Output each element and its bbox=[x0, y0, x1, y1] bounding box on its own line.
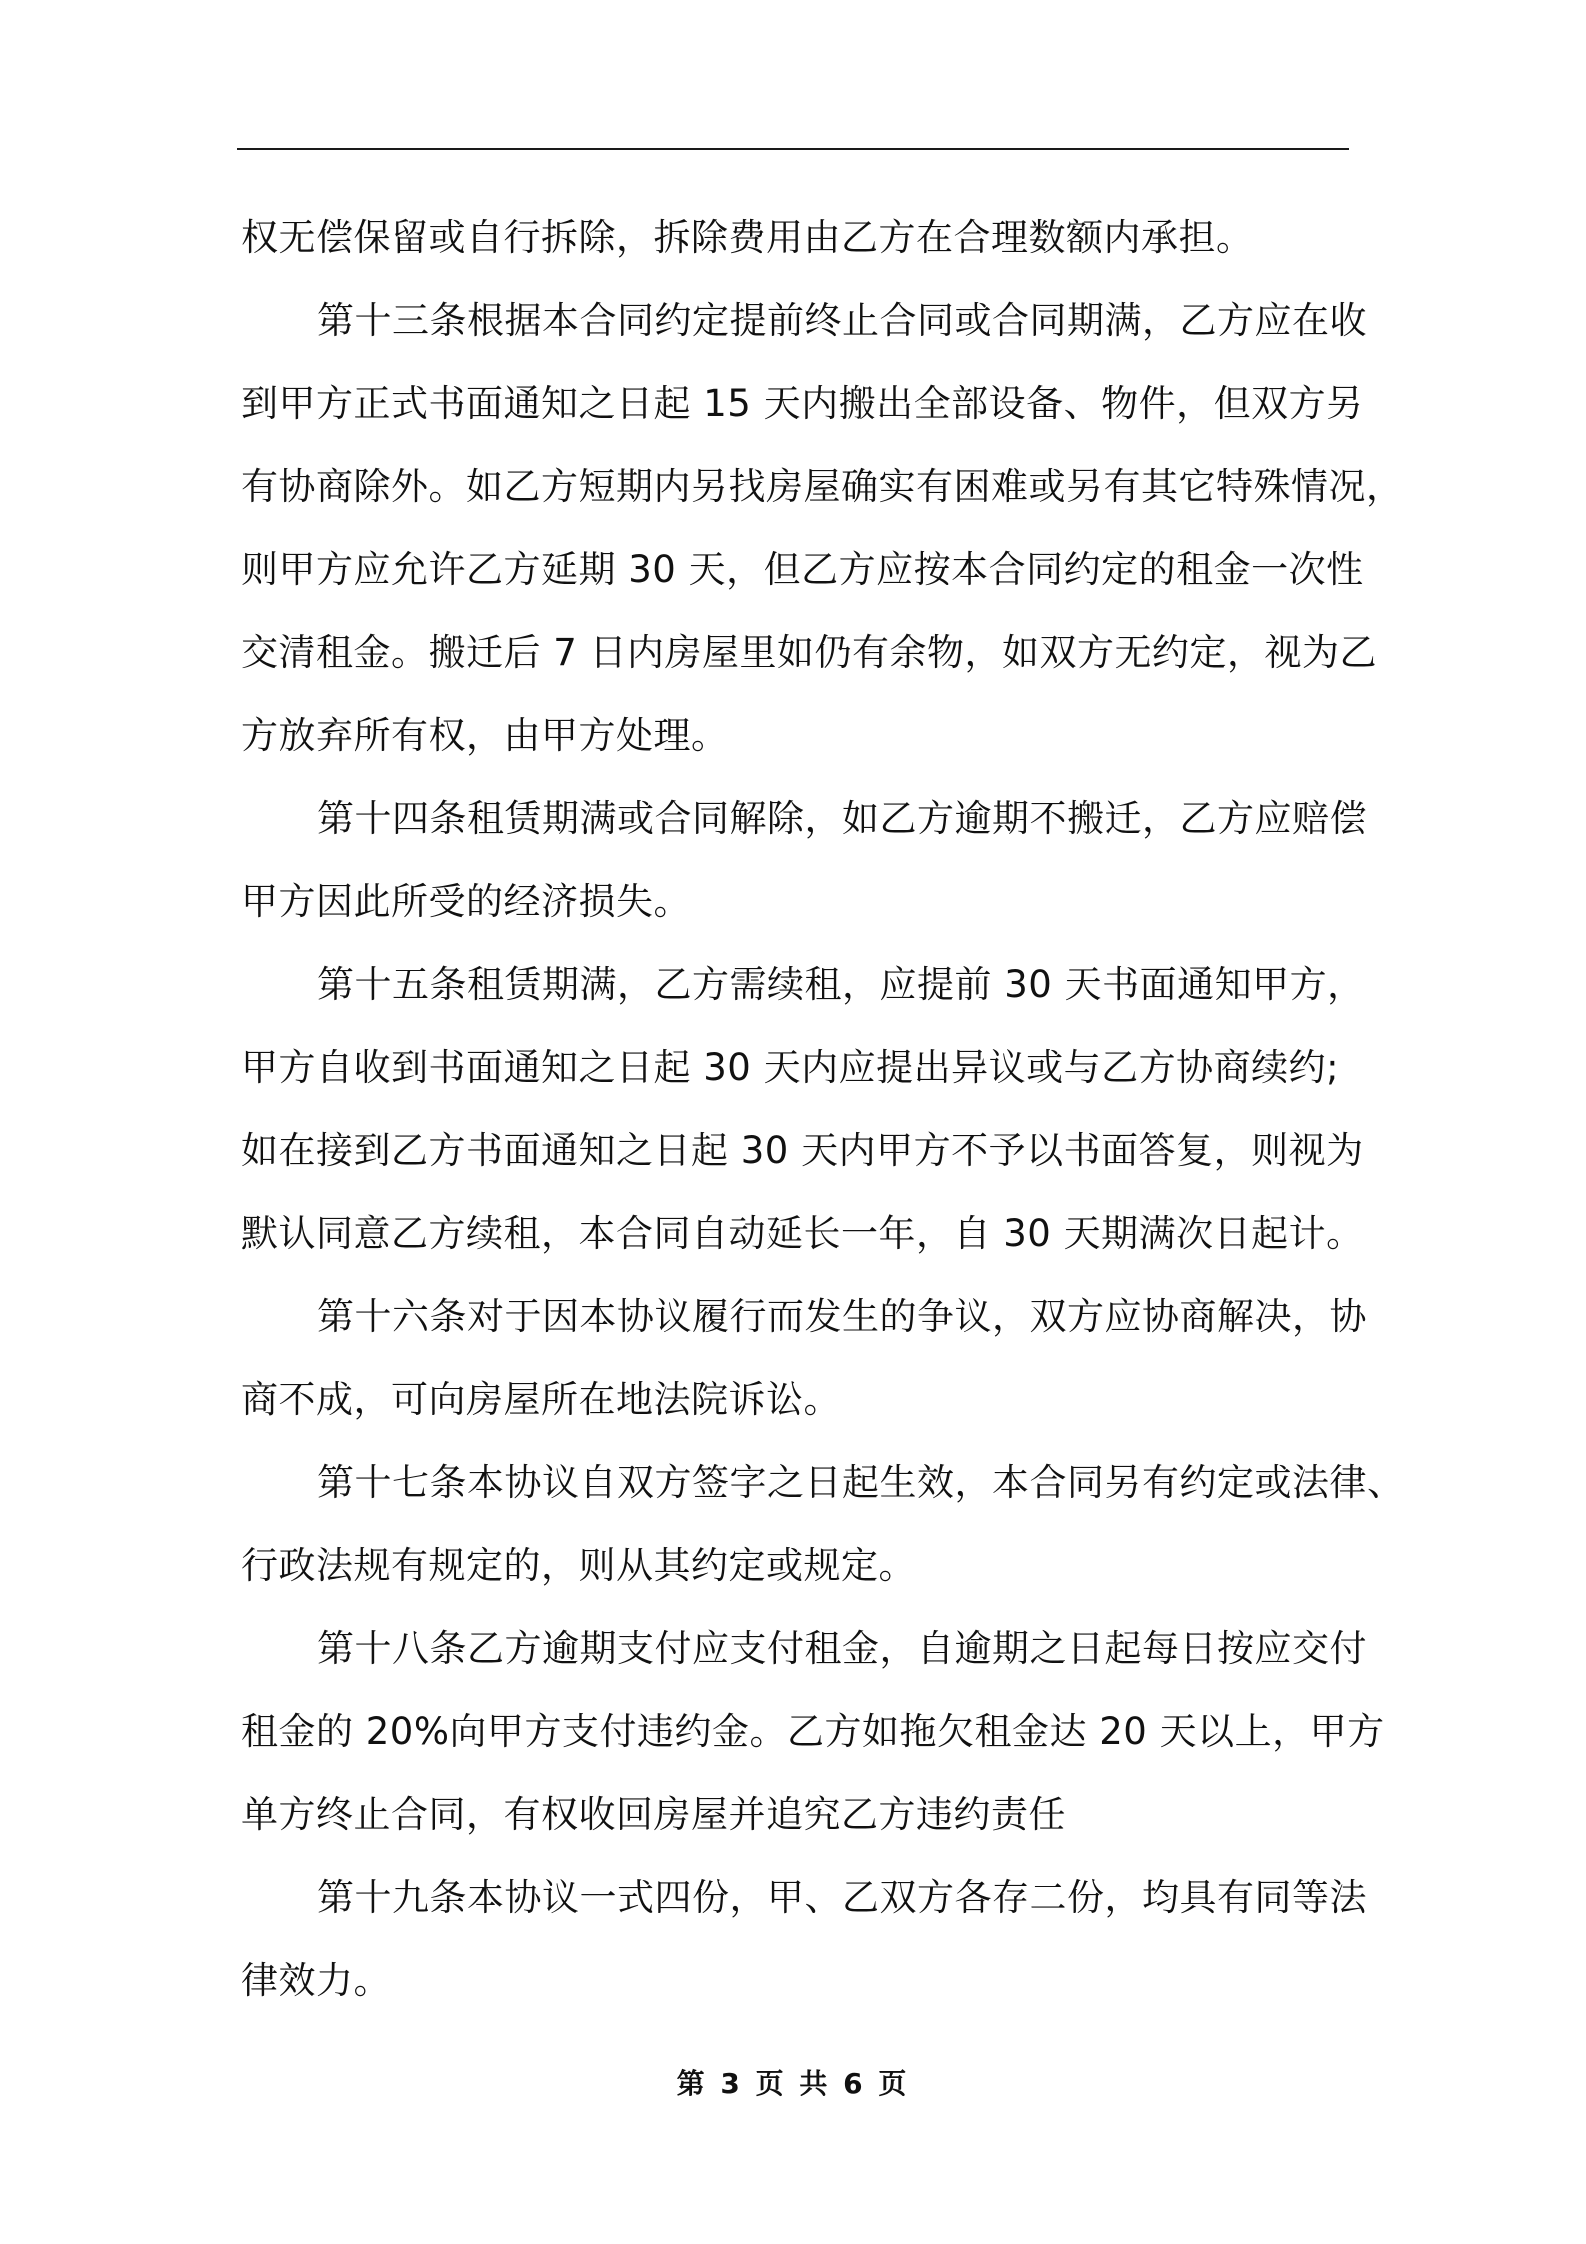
text-line: 有协商除外。如乙方短期内另找房屋确实有困难或另有其它特殊情况， bbox=[241, 465, 1404, 508]
page-number: 第 3 页 共 6 页 bbox=[676, 2067, 910, 2100]
text-line: 律效力。 bbox=[241, 1959, 391, 2002]
text-line-article-19: 第十九条本协议一式四份，甲、乙双方各存二份，均具有同等法 bbox=[317, 1876, 1367, 1919]
text-line: 则甲方应允许乙方延期 30 天，但乙方应按本合同约定的租金一次性 bbox=[241, 548, 1364, 591]
header-rule bbox=[237, 148, 1349, 150]
text-line: 交清租金。搬迁后 7 日内房屋里如仍有余物，如双方无约定，视为乙 bbox=[241, 631, 1378, 674]
text-line-article-15: 第十五条租赁期满，乙方需续租，应提前 30 天书面通知甲方， bbox=[317, 963, 1365, 1006]
text-line-article-17: 第十七条本协议自双方签字之日起生效，本合同另有约定或法律、 bbox=[317, 1461, 1405, 1504]
text-line-article-16: 第十六条对于因本协议履行而发生的争议，双方应协商解决，协 bbox=[317, 1295, 1367, 1338]
text-line: 默认同意乙方续租，本合同自动延长一年，自 30 天期满次日起计。 bbox=[241, 1212, 1364, 1255]
text-line-article-18: 第十八条乙方逾期支付应支付租金，自逾期之日起每日按应交付 bbox=[317, 1627, 1367, 1670]
text-line: 到甲方正式书面通知之日起 15 天内搬出全部设备、物件，但双方另 bbox=[241, 382, 1364, 425]
text-line: 如在接到乙方书面通知之日起 30 天内甲方不予以书面答复，则视为 bbox=[241, 1129, 1364, 1172]
text-line: 甲方因此所受的经济损失。 bbox=[241, 880, 691, 923]
text-line: 租金的 20%向甲方支付违约金。乙方如拖欠租金达 20 天以上，甲方 bbox=[241, 1710, 1385, 1753]
text-line: 商不成，可向房屋所在地法院诉讼。 bbox=[241, 1378, 841, 1421]
document-body bbox=[241, 196, 1405, 2022]
text-line: 行政法规有规定的，则从其约定或规定。 bbox=[241, 1544, 916, 1587]
text-line: 单方终止合同，有权收回房屋并追究乙方违约责任 bbox=[241, 1793, 1066, 1836]
text-line: 方放弃所有权，由甲方处理。 bbox=[241, 714, 729, 757]
text-line: 甲方自收到书面通知之日起 30 天内应提出异议或与乙方协商续约; bbox=[241, 1046, 1340, 1089]
text-line-article-14: 第十四条租赁期满或合同解除，如乙方逾期不搬迁，乙方应赔偿 bbox=[317, 797, 1367, 840]
text-line-article-13: 第十三条根据本合同约定提前终止合同或合同期满，乙方应在收 bbox=[317, 299, 1367, 342]
text-line: 权无偿保留或自行拆除，拆除费用由乙方在合理数额内承担。 bbox=[241, 216, 1254, 259]
